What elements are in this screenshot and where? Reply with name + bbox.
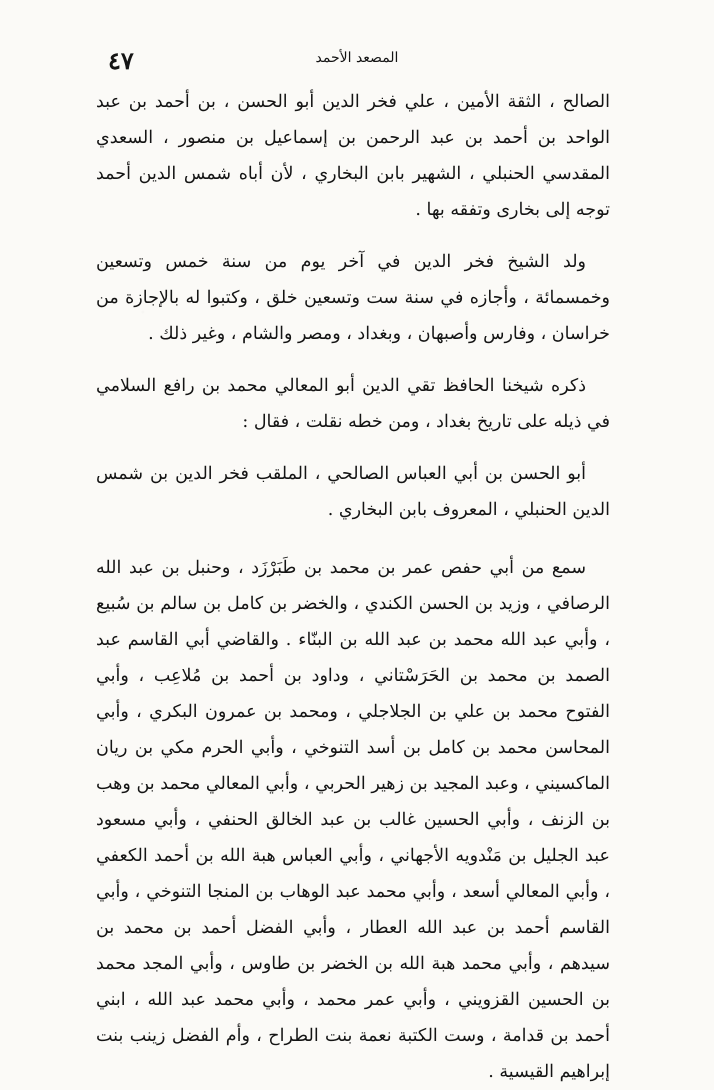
- body-text: [96, 84, 610, 1090]
- paragraph-teachers: سمع من أبي حفص عمر بن محمد بن طَبَرْزَد ، وحنبل بن عبد الله الرصافي ، وزيد بن الحسن الكندي ، والخضر بن كامل بن سالم بن سُبيع ، وأبي عبد الله محمد بن عبد الله بن البنّاء . والقاضي أبي القاسم عبد الصمد بن محمد بن الحَرَسْتاني ، وداود بن أحمد بن مُلاعِب ، وأبي الفتوح محمد بن علي بن الجلاجلي ، ومحمد بن عمرون البكري ، وأبي المحاسن محمد بن كامل بن أسد التنوخي ، وأبي الحرم مكي بن ريان الماكسيني ، وعبد المجيد بن زهير الحربي ، وأبي المعالي محمد بن وهب بن الزنف ، وأبي الحسين غالب بن عبد الخالق الحنفي ، وأبي مسعود عبد الجليل بن مَنْدويه الأجهاني ، وأبي العباس هبة الله بن أحمد الكعفي ، وأبي المعالي أسعد ، وأبي محمد عبد الوهاب بن المنجا التنوخي ، وأبي القاسم أحمد بن عبد الله العطار ، وأبي الفضل أحمد بن محمد بن سيدهم ، وأبي محمد هبة الله بن الخضر بن طاوس ، وأبي المجد محمد بن الحسين القزويني ، وأبي عمر محمد ، وأبي محمد عبد الله ، ابني أحمد بن قدامة ، وست الكتبة نعمة بنت الطراح ، وأم الفضل زينب بنت إبراهيم القيسية .: [96, 558, 611, 1082]
- paragraph-lineage: الصالح ، الثقة الأمين ، علي فخر الدين أبو الحسن ، بن أحمد بن عبد الواحد بن أحمد بن عبد الرحمن بن إسماعيل بن منصور ، السعدي المقدسي الحنبلي ، الشهير بابن البخاري ، لأن أباه شمس الدين أحمد توجه إلى بخارى وتفقه بها .: [96, 92, 610, 220]
- paragraph-citation: ذكره شيخنا الحافظ تقي الدين أبو المعالي محمد بن رافع السلامي في ذيله على تاريخ بغداد ، ومن خطه نقلت ، فقال :: [96, 376, 610, 432]
- page-number: ٤٧: [108, 46, 134, 75]
- running-title: المصعد الأحمد: [315, 50, 399, 66]
- page-header: [96, 46, 618, 78]
- paragraph-quote: أبو الحسن بن أبي العباس الصالحي ، الملقب فخر الدين بن شمس الدين الحنبلي ، المعروف بابن البخاري .: [96, 464, 610, 520]
- paragraph-birth: ولد الشيخ فخر الدين في آخر يوم من سنة خمس وتسعين وخمسمائة ، وأجازه في سنة ست وتسعين خلق ، وكتبوا له بالإجازة من خراسان ، وفارس وأصبهان ، وبغداد ، ومصر والشام ، وغير ذلك .: [96, 252, 610, 344]
